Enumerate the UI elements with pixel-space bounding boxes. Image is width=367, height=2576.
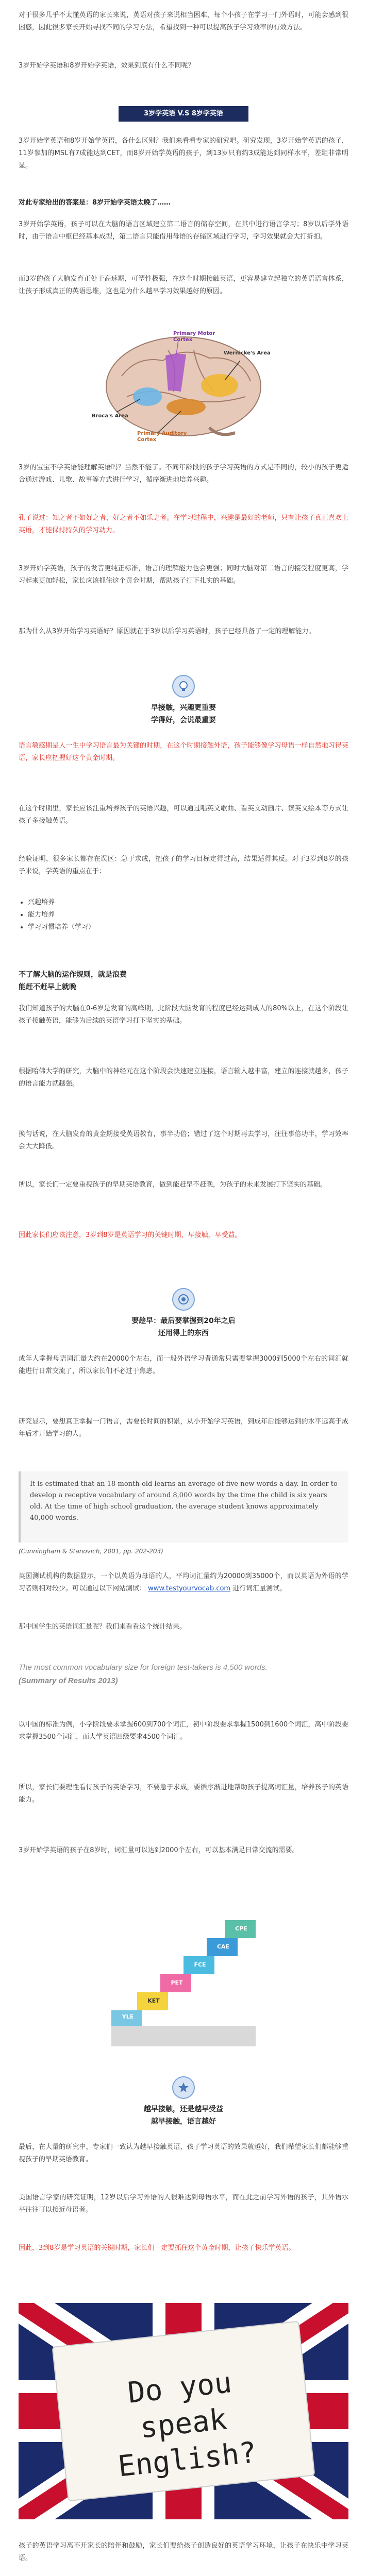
heading-a-line-1: 早接触，兴趣更重要 xyxy=(151,704,216,712)
speak-english-text: Do you speak English? xyxy=(116,2365,258,2484)
heading-b-line-2: 能赶不赶早上就晚 xyxy=(19,983,76,991)
section2-paragraph-3: 3岁开始学英语，孩子的发音更纯正标准，语言的理解能力也会更强；同时大脑对第二语言的接受程度更高，学习起来更加轻松，家长应该抓住这个黄金时期，帮助孩子打下扎实的基础。 xyxy=(19,565,348,585)
heading-c-line-1: 要趁早：最后要掌握到20年之后 xyxy=(131,1317,236,1325)
heading-d-line-1: 越早接触，还是越早受益 xyxy=(144,2105,223,2113)
section2-paragraph-2: 孔子说过：知之者不如好之者，好之者不如乐之者。在学习过程中，兴趣是最好的老师，只有让孩子真正喜欢上英语，才能保持持久的学习动力。 xyxy=(19,514,348,534)
exam-step-label: KET xyxy=(147,1997,160,2004)
comparison-title-bar xyxy=(119,106,248,122)
section4-paragraph-3: 换句话说，在大脑发育的黄金期接受英语教育，事半功倍；错过了这个时期再去学习，往往事倍功半，学习效率会大大降低。 xyxy=(19,1130,348,1150)
section1-paragraph-3: 而3岁的孩子大脑发育正处于高速期，可塑性极强，在这个时期接触英语，更容易建立起独立的英语语言体系，让孩子形成真正的英语思维，这也是为什么越早学习效果越好的原因。 xyxy=(19,275,348,295)
section3-paragraph-2: 在这个时期里，家长应该注重培养孩子的英语兴趣，可以通过唱英文歌曲、看英文动画片、读英文绘本等方式让孩子多接触英语。 xyxy=(19,805,348,825)
intro-paragraph-1: 对于很多几乎不太懂英语的家长来说，英语对孩子来说相当困难，每个小孩子在学习一门外语时，可能会感到很困惑，因此很多家长开始寻找不同的学习方法，希望找到一种可以提高孩子学习效率的有效方法。 xyxy=(19,11,348,31)
section3-paragraph-3: 经验证明，很多家长都存在误区：急于求成，把孩子的学习目标定得过高，结果适得其反。对于3岁到8岁的孩子来说，学英语的重点在于： xyxy=(19,855,348,875)
heading-a-line-2: 学得好，会说最重要 xyxy=(151,716,216,724)
exam-step-label: PET xyxy=(171,1979,183,1986)
comparison-title: 3岁学英语 V.S 8岁学英语 xyxy=(144,110,223,117)
speak-english-photo xyxy=(19,2303,348,2519)
section7-paragraph-2: 所以，家长们要理性看待孩子的英语学习，不要急于求成，要循序渐进地帮助孩子提高词汇量，培养孩子的英语能力。 xyxy=(19,1784,348,1804)
heading-b-line-1: 不了解大脑的运作规则，就是浪费 xyxy=(19,971,127,979)
section9-paragraph-1: 孩子的英语学习离不开家长的陪伴和鼓励，家长们要给孩子创造良好的英语学习环境，让孩子在快乐中学习英语。 xyxy=(19,2542,348,2562)
heading-d-line-2: 越早接触，语言越好 xyxy=(151,2117,216,2126)
section4-paragraph-1: 我们知道孩子的大脑在0-6岁是发育的高峰期，此阶段大脑发育的程度已经达到成人的80%以上，在这个阶段让孩子接触英语，能够为后续的英语学习打下坚实的基础。 xyxy=(19,1005,348,1025)
heading-b xyxy=(19,969,348,993)
section6-paragraph-2: 那中国学生的英语词汇量呢？我们来看看这个统计结果。 xyxy=(19,1623,187,1631)
vocab-statement-text: The most common vocabulary size for foreign test-takers is 4,500 words. xyxy=(19,1663,268,1672)
exam-level-stairs xyxy=(101,1902,266,2052)
brain-diagram xyxy=(91,330,276,444)
brain-illustration xyxy=(91,330,276,444)
exam-step-label: CPE xyxy=(235,1925,247,1932)
section4-paragraph-2: 根据哈佛大学的研究，大脑中的神经元在这个阶段会快速建立连接，语言输入越丰富，建立的连接就越多，孩子的语言能力就越强。 xyxy=(19,1067,348,1088)
section5-paragraph-2: 研究显示，要想真正掌握一门语言，需要长时间的积累，从小开始学习英语，到成年后能够达到的水平远高于成年后才开始学习的人。 xyxy=(19,1418,348,1438)
section3-paragraph-1: 语言敏感期是人一生中学习语言最为关键的时期，在这个时期接触外语，孩子能够像学习母语一样自然地习得英语，家长应把握好这个黄金时期。 xyxy=(19,742,348,762)
exam-step-label: FCE xyxy=(194,1961,206,1968)
section2-paragraph-1: 3岁的宝宝不学英语能理解英语吗？当然不能了。不同年龄段的孩子学习英语的方式是不同的，较小的孩子更适合通过游戏、儿歌、故事等方式进行学习，循序渐进地培养兴趣。 xyxy=(19,464,348,484)
section4-paragraph-4: 所以，家长们一定要重视孩子的早期英语教育，做到能赶早不赶晚，为孩子的未来发展打下坚实的基础。 xyxy=(19,1181,327,1189)
section2-paragraph-4: 那为什么从3岁开始学习英语好？原因就在于3岁以后学习英语时，孩子已经具备了一定的理解能力。 xyxy=(19,628,315,635)
section4-paragraph-5: 因此家长们应该注意，3岁到8岁是英语学习的关键时期，早接触，早受益。 xyxy=(19,1231,242,1239)
vocab-statement xyxy=(19,1661,348,1688)
section6-text-end: 进行词汇量测试。 xyxy=(232,1585,287,1592)
section6-text: 英国测试机构的数据显示，一个以英语为母语的人，平均词汇量约为20000到35000个，而以英语为外语的学习者则相对较少。可以通过以下网站测试： xyxy=(19,1572,348,1592)
wernickes-area-label: Wernicke's Area xyxy=(224,350,271,356)
section5-paragraph-1: 成年人掌握母语词汇量大约在20000个左右，而一般外语学习者通常只需要掌握3000到5000个左右的词汇就能进行日常交流了，所以家长们不必过于焦虑。 xyxy=(19,1355,348,1375)
brocas-area-label: Broca's Area xyxy=(92,413,128,419)
exam-step-label: YLE xyxy=(122,2013,134,2020)
lightbulb-icon xyxy=(172,675,195,698)
quote-text: It is estimated that an 18-month-old learns an average of five new words a day. In order to develop a receptive vocabulary of around 8,000 words by the time the child is six years old. At the time of high school graduation, the average student knows approximately 40,000 words. xyxy=(30,1480,338,1522)
motor-cortex-label: Primary Motor Cortex xyxy=(173,331,215,343)
quote-source: (Cunningham & Stanovich, 2001, pp. 202-203) xyxy=(19,1548,163,1555)
section1-key-statement: 对此专家给出的答案是：8岁开始学英语太晚了…… xyxy=(19,199,171,207)
auditory-cortex-label: Primary Auditory Cortex xyxy=(137,431,187,443)
list-item: • 学习习惯培养（学习） xyxy=(28,921,348,934)
star-icon xyxy=(172,2076,195,2099)
list-item: • 能力培养 xyxy=(28,909,348,921)
section7-paragraph-3: 3岁开始学英语的孩子在8岁时，词汇量可以达到2000个左右，可以基本满足日常交流的需要。 xyxy=(19,1846,299,1854)
intro-paragraph-2: 3岁开始学英语和8岁开始学英语，效果到底有什么不同呢？ xyxy=(19,62,195,70)
research-quote xyxy=(19,1471,348,1543)
stairs-illustration xyxy=(101,1902,266,2052)
vocab-test-link[interactable]: www.testyourvocab.com xyxy=(148,1585,231,1592)
list-item: • 兴趣培养 xyxy=(28,896,348,909)
section8-paragraph-1: 最后，在大量的研究中，专家们一致认为越早接触英语，孩子学习英语的效果就越好，我们希望家长们都能够重视孩子的早期英语教育。 xyxy=(19,2143,348,2163)
exam-step-label: CAE xyxy=(216,1943,230,1950)
section6-paragraph-1 xyxy=(19,1570,348,1607)
section7-paragraph-1: 以中国的标准为例，小学阶段要求掌握600到700个词汇，初中阶段要求掌握1500到1600个词汇，高中阶段要求掌握3500个词汇，而大学英语四级要求4500个词汇。 xyxy=(19,1721,348,1741)
focus-list xyxy=(19,896,348,934)
heading-c-line-2: 还用得上的东西 xyxy=(158,1329,209,1337)
section1-paragraph-2: 3岁开始学英语，孩子可以在大脑的语言区域建立第二语言的储存空间，在其中进行语言学习；8岁以后学外语时，由于语言中枢已经基本成型，第二语言只能借用母语的存储区域进行学习，学习效果就会大打折扣。 xyxy=(19,221,348,241)
vocab-statement-source: (Summary of Results 2013) xyxy=(19,1676,118,1685)
section8-paragraph-2: 美国语言学家的研究证明，12岁以后学习外语的人很难达到母语水平，而在此之前学习外语的孩子，其外语水平往往可以接近母语者。 xyxy=(19,2194,348,2214)
target-icon xyxy=(172,1288,195,1311)
section1-paragraph-1: 3岁开始学英语和8岁开始学英语，各什么区别？我们来看看专家的研究吧。研究发现，3岁开始学英语的孩子，11岁参加的MSL有7成能达到CET，而8岁开始学英语的孩子，到13岁只有约3成能达到同样水平，差距非常明显。 xyxy=(19,137,348,170)
section8-paragraph-3: 因此，3到8岁是学习英语的关键时期，家长们一定要抓住这个黄金时期，让孩子快乐学英语。 xyxy=(19,2244,295,2252)
